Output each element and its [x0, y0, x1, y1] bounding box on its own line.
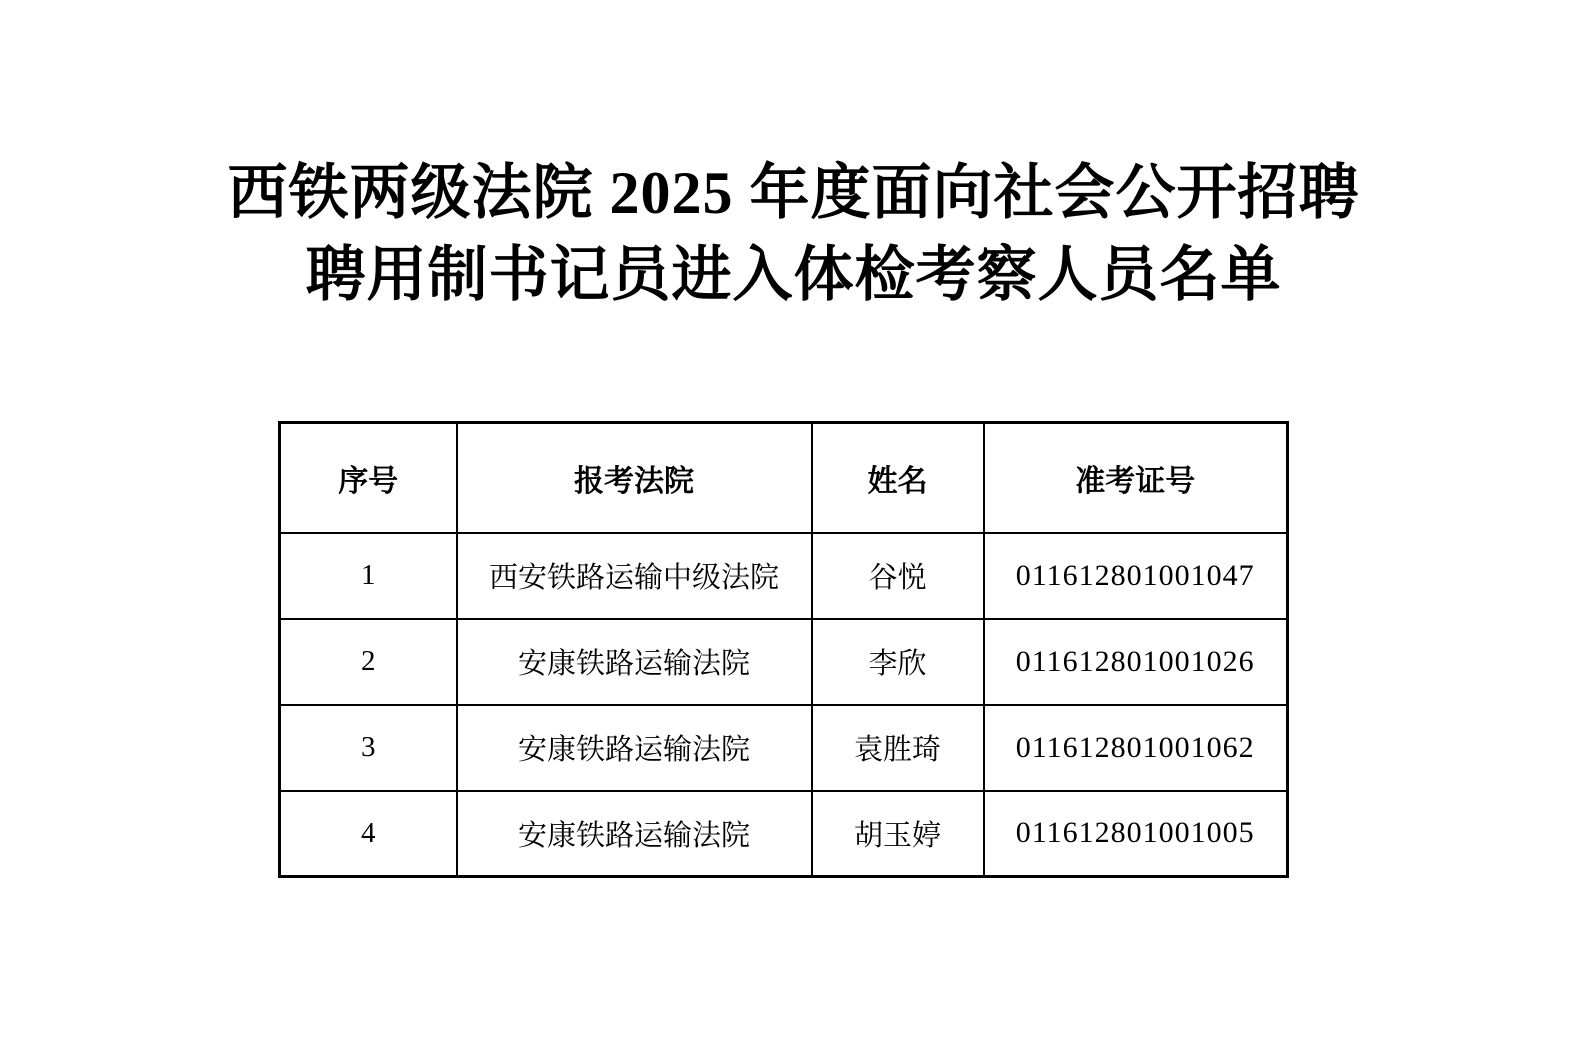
table-row — [280, 619, 1288, 705]
cell-index: 2 — [280, 619, 457, 705]
document-title — [0, 152, 1587, 316]
cell-index: 3 — [280, 705, 457, 791]
cell-ticket: 011612801001026 — [984, 619, 1288, 705]
col-header-name: 姓名 — [812, 423, 984, 533]
col-header-index: 序号 — [280, 423, 457, 533]
candidate-roster-table — [278, 421, 1289, 878]
cell-court: 西安铁路运输中级法院 — [457, 533, 812, 619]
cell-index: 4 — [280, 791, 457, 877]
table-row — [280, 533, 1288, 619]
cell-name: 李欣 — [812, 619, 984, 705]
table-row — [280, 705, 1288, 791]
table-header-row — [280, 423, 1288, 533]
cell-court: 安康铁路运输法院 — [457, 705, 812, 791]
cell-name: 谷悦 — [812, 533, 984, 619]
col-header-court: 报考法院 — [457, 423, 812, 533]
cell-court: 安康铁路运输法院 — [457, 619, 812, 705]
document-title-line-1: 西铁两级法院 2025 年度面向社会公开招聘 — [227, 160, 1360, 226]
col-header-ticket: 准考证号 — [984, 423, 1288, 533]
cell-name: 胡玉婷 — [812, 791, 984, 877]
cell-name: 袁胜琦 — [812, 705, 984, 791]
cell-ticket: 011612801001005 — [984, 791, 1288, 877]
cell-ticket: 011612801001062 — [984, 705, 1288, 791]
cell-ticket: 011612801001047 — [984, 533, 1288, 619]
cell-index: 1 — [280, 533, 457, 619]
document-title-line-2: 聘用制书记员进入体检考察人员名单 — [305, 242, 1282, 308]
cell-court: 安康铁路运输法院 — [457, 791, 812, 877]
table-row — [280, 791, 1288, 877]
